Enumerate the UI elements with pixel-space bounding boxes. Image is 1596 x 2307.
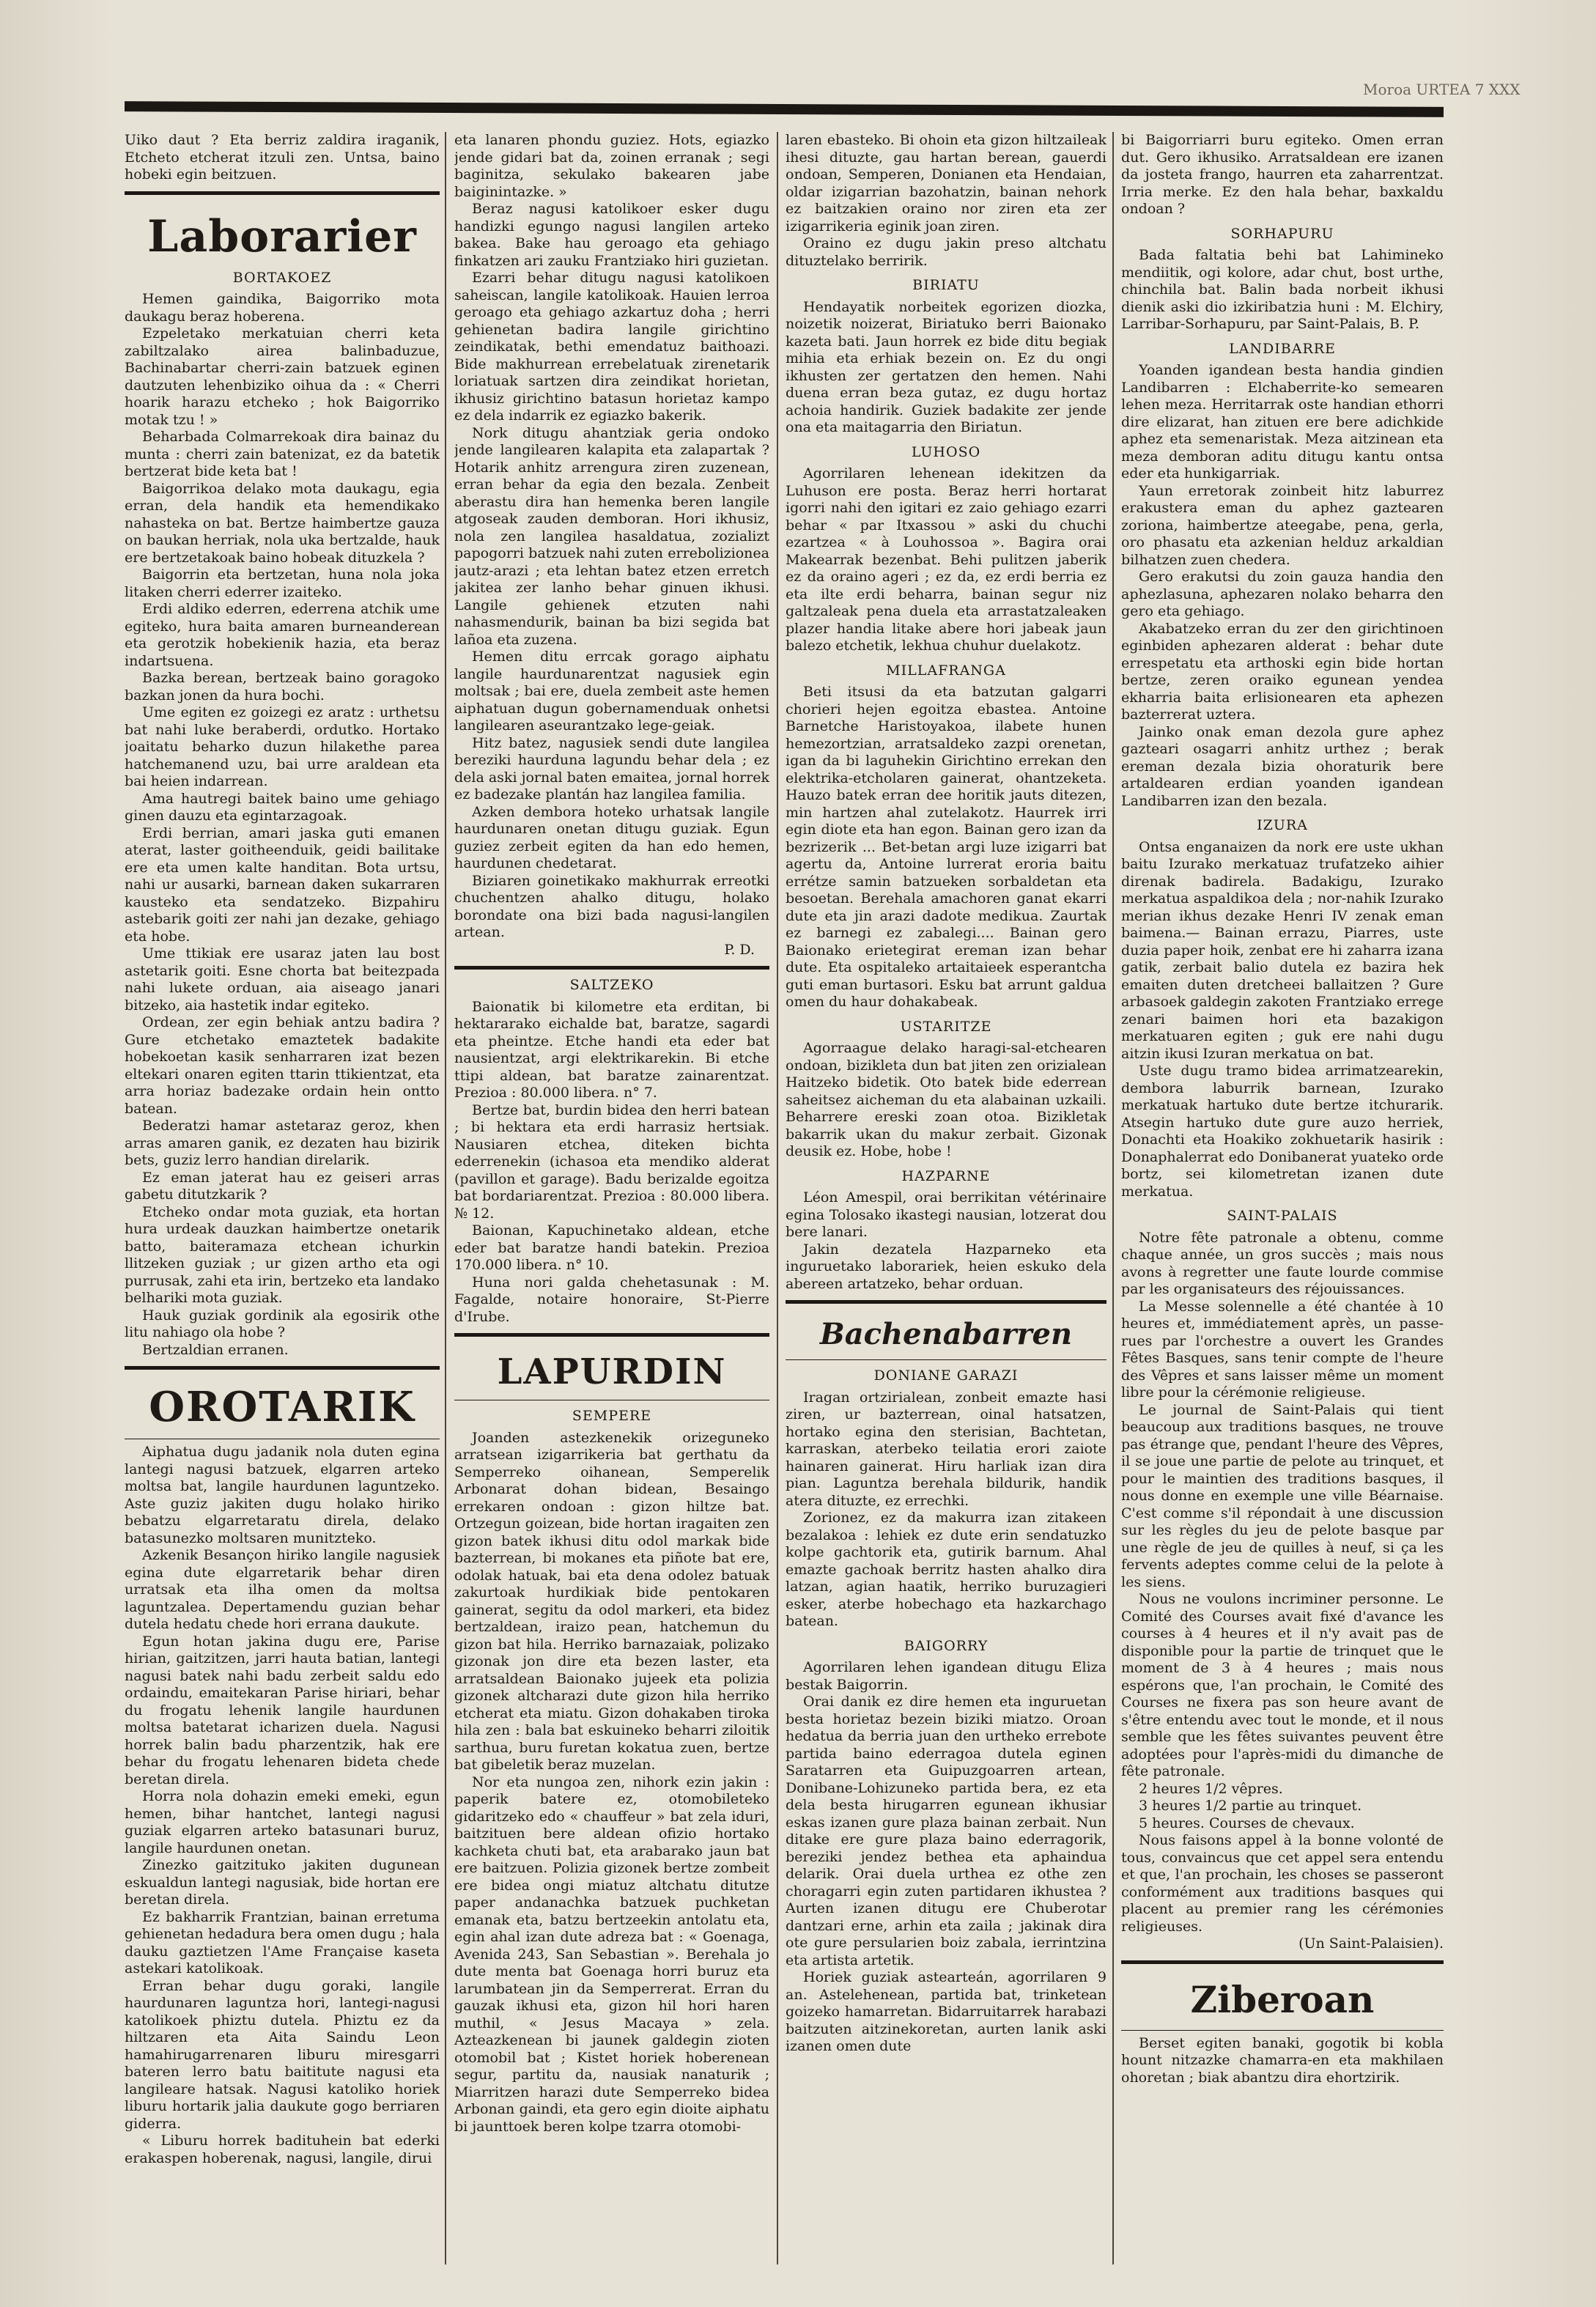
paragraph: Hemen gaindika, Baigorriko mota daukagu beraz hoberena. (125, 291, 440, 325)
paragraph: Ume egiten ez goizegi ez aratz : urthetsu bat nahi luke beraberdi, ordutko. Hortako joaitatu beharko duzun hilakethe parea hatchemanend uzu, bai urre araldean eta bai heien indarrean. (125, 704, 440, 789)
paragraph: laren ebasteko. Bi ohoin eta gizon hiltzaileak ihesi dituzte, gau hartan berean, gauerdi ondoan, Semperen, Donianen eta Hendaian, oldar izigarrian bazohatzin, bainan nehork ez baitzakien oraino nor ziren eta zer izigarrikeria eginik joan ziren. (786, 132, 1107, 235)
right-margin-shadow (1449, 0, 1596, 2307)
subheading-izura: IZURA (1257, 817, 1308, 833)
paragraph: Yaun erretorak zoinbeit hitz laburrez erakustera eman du aphez gaztearen zoriona, haimbertze ateegabe, pena, gerla, oro phasatu eta azkenian helduz arkaldian bilhatzen zuen chedera. (1121, 482, 1444, 568)
paragraph: Jakin dezatela Hazparneko eta inguruetako laborariek, heien eskuko dela abereen artatzeko, behar orduan. (786, 1241, 1107, 1292)
paragraph: Nor eta nungoa zen, nihork ezin jakin : paperik batere ez, otomobileteko gidaritzeko edo « chauffeur » bat zela iduri, baitzituen bere aldean ofizio hortako kachketa chuti bat, eta arabarako jaun bat ere baitzuen. Polizia gizonek bertze zombeit ere bidea ongi miatuz altchatu ditutze paper andanachka batzuek puchketan emanak eta, batzu bertzeekin antolatu eta, egin ahal izan dute adreza bat : « Goenaga, Avenida 243, San Sebastian ». Berehala jo dute menta bat Goenaga horri buruz eta larumbatean jin da Semperrerat. Erran du gauzak ikhusi eta, gizon hil hori haren muthil, « Jesus Macaya » zela. Azteazkenean bi jaunek galdegin zioten otomobil bat ; Kistet horiek hoberenean segur, partitu da, nausiak nanaturik ; Miarritzen harazi dute Semperreko bidea Arbonan gaindi, eta gero egin dioite aiphatu bi jaunttoek beren kolpe tzarra otomobi- (454, 1773, 769, 2135)
paragraph: Ordean, zer egin behiak antzu badira ? Gure etchetako emaztetek badakite hobekoetan kasik senharraren izat bezen eltekari onaren egiten ttarin ttikientzat, eta arra horiaz badezake ordain hein ontto batean. (125, 1014, 440, 1117)
subheading-doniane-garazi: DONIANE GARAZI (873, 1367, 1019, 1384)
paragraph: Orai danik ez dire hemen eta inguruetan besta horietaz bezein biziki miatzo. Oroan hedatua da berria juan den urtheko errebote partida baino ederragoa dutela eginen Saratarren eta Guipuzgoarren artean, Donibane-Lohizuneko partida bera, ez eta dela besta hirugarren egunean ikhusiar eskas izanen gure plaza bainan zerbait. Nun ditake ere gure plaza baino ederragorik, bereziki jendez bethea eta aphaindua delarik. Orai duela urthea ez othe zen choragarri egin zuten partidaren ikhustea ? Aurten izanen ditugu ere Chuberotar dantzari erne, arhin eta zaila ; jakinak dira ote gure persularien boiz zabala, ierrintzina eta artista artetik. (786, 1694, 1107, 1968)
paragraph: Baigorrin eta bertzetan, huna nola joka litaken cherri ederrer izaiteko. (125, 566, 440, 600)
subheading-millafranga: MILLAFRANGA (886, 662, 1006, 679)
paragraph: Zorionez, ez da makurra izan zitakeen bezalakoa : lehiek ez dute erin sendatuzko kolpe gachtorik eta, gutirik barnum. Ahal emazte gachoak berritz hasten ahalko dira latzan, agian haatik, herriko buruzagieri esker, aterbe hobechago eta hazkarchago batean. (786, 1510, 1107, 1629)
paragraph: Jainko onak eman dezola gure aphez gazteari osagarri anhitz urthez ; berak ereman dezala bizia ohoraturik bere artaldearen erdian yoanden igandean Landibarren izan den bezala. (1121, 723, 1444, 809)
paragraph: bi Baigorriarri buru egiteko. Omen erran dut. Gero ikhusiko. Arratsaldean ere izanen da josteta frango, haurren eta zaharrentzat. Irria merke. Ez den hala behar, baxkaldu ondoan ? (1121, 132, 1444, 217)
paragraph: Berset egiten banaki, gogotik bi kobla hount nitzazke chamarra-en eta makhilaen ohoretan ; biak abantzu dira ehortzirik. (1121, 2034, 1444, 2086)
column-divider (445, 132, 446, 2264)
paragraph: Ontsa enganaizen da nork ere uste ukhan baitu Izurako merkatuaz trufatzeko aihier direnak badirela. Badakigu, Izurako merkatua aspaldikoa dela ; nor-nahik Izurako merian ikhus dezake Henri IV zenak eman baimena.— Bainan errazu, Piarres, uste duzia paper hoik, zenbat ere hi zaharra izana gatik, zerbait balio dutela ez bazira hek emaiten duten dretcheei ballaitzen ? Gure arbasoek galdegin zakoten Frantziako errege zenari baimen hori eta bazakigon merkatuaren egiten ; guk ere nahi dugu aitzin ikusi Izuran merkatua on bat. (1121, 838, 1444, 1062)
paragraph: Azkenik Besançon hiriko langile nagusiek egina dute elgarretarik behar diren urratsak eta ilha omen da moltsa laguntzalea. Depertamendu guzian behar dutela hedatu chede hori errana daukute. (125, 1547, 440, 1632)
paragraph: Erdi berrian, amari jaska guti emanen aterat, laster goitheenduik, geidi bailitake ere eta umen kalte handitan. Bota urtsu, nahi ur ausarki, barnean daken sukarraren kausteko eta sendatzeko. Bizpahiru astebarik goiti zer nahi jan dezake, gehiago eta hobe. (125, 824, 440, 945)
paragraph: Hitz batez, nagusiek sendi dute langilea bereziki haurduna lagundu behar dela ; ez dela aski jornal baten emaitea, jornal horrek ez badezake plantán haz langilea familia. (454, 734, 769, 802)
schedule-line: 5 heures. Courses de chevaux. (1139, 1815, 1355, 1831)
section-rule (454, 1333, 769, 1337)
paragraph: Oraino ez dugu jakin preso altchatu dituztelako berririk. (786, 235, 1107, 269)
paragraph: Erdi aldiko ederren, ederrena atchik ume egiteko, hura baita amaren burneanderean eta gerotzik hobekienik hazia, eta beraz indartsuena. (125, 601, 440, 669)
masthead-strip: Moroa URTEA 7 XXX (1363, 81, 1521, 98)
subheading-bortakoez: BORTAKOEZ (232, 269, 332, 286)
paragraph: Bederatzi hamar astetaraz geroz, khen arras amaren ganik, ez dezaten hau bizirik bets, guziz lerro handian direlarik. (125, 1118, 440, 1168)
paragraph: Ez bakharrik Frantzian, bainan erretuma gehienetan hedadura bera omen dugu ; hala dauku gaztietzen l'Ame Française kaseta astekari katolikoak. (125, 1908, 440, 1976)
paragraph: Bazka berean, bertzeak baino goragoko bazkan jonen da hura bochi. (125, 670, 440, 704)
section-rule (786, 1300, 1107, 1304)
paragraph: Nous faisons appel à la bonne volonté de tous, convaincus que cet appel sera entendu et que, l'an prochain, les choses se passeront conformément aux traditions basques qui placent au premier rang les cérémonies religieuses. (1121, 1832, 1444, 1935)
subheading-saltzeko: SALTZEKO (569, 977, 654, 993)
column-divider (777, 132, 778, 2264)
paragraph: Notre fête patronale a obtenu, comme chaque année, un gros succès ; mais nous avons à regretter une faute lourde commise par les organisateurs des réjouissances. (1121, 1229, 1444, 1297)
intro-text: Uiko daut ? Eta berriz zaldira iraganik, Etcheto etcherat itzuli zen. Untsa, baino hobeki egin beitzuen. (125, 132, 440, 182)
subheading-luhoso: LUHOSO (911, 443, 981, 460)
paragraph: Akabatzeko erran du zer den girichtinoen eginbiden aphezaren alderat : behar dute errespetatu eta arthoski egin bide hortan bertze, zeren oraiko egunean yendea ekharria baita erlisionearen eta aphezen bazterrerat uztera. (1121, 620, 1444, 723)
contact-note: Huna nori galda chehetasunak : M. Fagalde, notaire honoraire, St-Pierre d'Irube. (454, 1274, 769, 1325)
section-rule (454, 966, 769, 970)
paragraph: La Messe solennelle a été chantée à 10 heures et, immédiatement après, un passe-rues par l'orchestre a ouvert les Grandes Fêtes Basques, sans tenir compte de l'heure des Vêpres et sans laisser même un moment libre pour la cérémonie religieuse. (1121, 1298, 1444, 1400)
column-2 (454, 132, 769, 2279)
paragraph: Egun hotan jakina dugu ere, Parise hirian, gaitzitzen, jarri hauta batian, lantegi nagusi batek nahi badu zerbeit saldu edo ordaindu, emaitekaran Parise hiriari, behar du frogatu lehenik langile haurdunen moltsa batetarat icharizen duela. Nagusi horrek balin badu pharzentzik, hak ere behar du frogatu lehenaren bideta chede beretan direla. (125, 1633, 440, 1787)
section-rule (786, 1359, 1107, 1360)
section-heading-bachenabarren: Bachenabarren (819, 1317, 1073, 1351)
author-signature: P. D. (724, 941, 755, 958)
paragraph: Horiek guziak astearteán, agorrilaren 9 an. Astelehenean, partida bat, trinketean goizeko hamarretan. Bidarruitarrek harabazi baitzuten aitzinekoretan, aurten lanik aski izanen omen dute (786, 1969, 1107, 2054)
paragraph: Agorrilaren lehen igandean ditugu Eliza bestak Baigorrin. (786, 1659, 1107, 1693)
paragraph: Ume ttikiak ere usaraz jaten lau bost astetarik goiti. Esne chorta bat beitezpada nahi lukete orduan, aia aiseago janari bitzeko, aia hastetik indar egiteko. (125, 945, 440, 1014)
subheading-baigorry: BAIGORRY (904, 1637, 989, 1654)
paragraph: Ezarri behar ditugu nagusi katolikoen saheiscan, langile katolikoak. Hauien lerroa geroago eta gehiago azkartuz doha ; herri gehienetan badira langile girichtino zeindikatak, bethi emendatuz baithoazi. Bide makhurrean errebelatuak zirenetarik loriatuak sartzen dira zeindikat horietan, ikhusiz girichtino batasun horietaz kampo ez dela indarrik ez egiazko bakerik. (454, 270, 769, 424)
paragraph: « Liburu horrek badituhein bat ederki erakaspen hoberenak, nagusi, langile, dirui (125, 2133, 440, 2166)
schedule-line: 3 heures 1/2 partie au trinquet. (1139, 1798, 1362, 1814)
paragraph: Zinezko gaitzituko jakiten dugunean eskualdun lantegi nagusiak, bide hortan ere beretan direla. (125, 1857, 440, 1908)
section-rule (1121, 2030, 1444, 2031)
column-4 (1121, 132, 1444, 2279)
subheading-sempere: SEMPERE (572, 1408, 652, 1424)
section-heading-orotarik: OROTARIK (149, 1383, 415, 1431)
subheading-saint-palais: SAINT-PALAIS (1227, 1208, 1338, 1224)
subheading-biriatu: BIRIATU (912, 277, 980, 293)
paragraph: Yoanden igandean besta handia gindien Landibarren : Elchaberrite-ko semearen lehen meza. Herritarrak oste handian ethorri dire elizarat, han zituen ere bere adichkide aphez eta semenaristak. Meza aitzinean eta meza demboran aditu ditugu kantu ontsa eder eta hunkigarriak. (1121, 362, 1444, 481)
paragraph: Iragan ortzirialean, zonbeit emazte hasi ziren, ur bazterrean, oinal hatsatzen, hortako egina den sterisian, Bachtetan, karraskan, aterbeko teilatia erori zaiote hainaren gainerat. Hiru harliak izan dira pian. Laguntza berehala bildurik, handik atera dituzte, ez errechki. (786, 1389, 1107, 1509)
paragraph: Horra nola dohazin emeki emeki, egun hemen, bihar hantchet, lantegi nagusi guziak elgarren arteko batasunari buruz, langile haurdunen onetan. (125, 1788, 440, 1856)
paragraph: eta lanaren phondu guziez. Hots, egiazko jende gidari bat da, zoinen erranak ; segi baginitza, sekulako bakearen jabe baiginintazke. » (454, 132, 769, 200)
paragraph: Gero erakutsi du zoin gauza handia den aphezlasuna, aphezaren nolako beharra den gero eta gehiago. (1121, 569, 1444, 619)
paragraph: Bertze bat, burdin bidea den herri batean ; bi hektara eta erdi harrasiz hertsiak. Nausiaren etchea, diteken bichta ederrenekin (ichasoa eta mendiko alderat (pavillon et garage). Badu berizalde egoitza bat bordariarentzat. Prezioa : 80.000 libera. № 12. (454, 1101, 769, 1222)
column-divider (1112, 132, 1114, 2264)
section-heading-ziberoan: Ziberoan (1190, 1977, 1375, 2021)
paragraph: Bada faltatia behi bat Lahimineko mendiitik, ogi kolore, adar chut, bost urthe, chinchila bat. Balin bada norbeit ikhusi dienik aski dio izkiribatzia huni : M. Elchiry, Larribar-Sorhapuru, par Saint-Palais, B. P. (1121, 247, 1444, 332)
paragraph: Erran behar dugu goraki, langile haurdunaren laguntza hori, lantegi-nagusi katolikoek phiztu dutela. Phiztu ez da hiltzaren eta Aita Saindu Leon hamahirugarrenaren liburu miresgarri bateren lerro batu baititute nagusi eta langileare hatsak. Nagusi katoliko horiek liburu hortarik jalia daukute gogo berriaren giderra. (125, 1977, 440, 2132)
paragraph: Hemen ditu errcak gorago aiphatu langile haurdunarentzat nagusiek egin moltsak ; bai ere, duela zembeit aste hemen aiphatuan dugun gobernamenduak onhetsi langilearen aseurantzako lege-geiak. (454, 649, 769, 734)
paragraph: Baigorrikoa delako mota daukagu, egia erran, dela handik eta hemendikako nahasteka on bat. Bertze haimbertze gauza on baukan herriak, nola uka bertzalde, hauk ere bertzetakoak baino hobeak dituzkela ? (125, 480, 440, 566)
paragraph: Beharbada Colmarrekoak dira bainaz du munta : cherri zain batenizat, ez da batetik bertzerat bide keta bat ! (125, 429, 440, 479)
paragraph: Nork ditugu ahantziak geria ondoko jende langilearen kalapita eta zalapartak ? Hotarik anhitz arrengura ziren zuzenean, erran behar da egia den bezala. Zenbeit aberastu dira han hemenka beren langile atgoseak zauden demboran. Hori ikhusiz, nola zen langilea hasaldatua, zozializt papogorri batzuek nahi zuten errebolizionea jautz-arazi ; eta lehtan batez etzen erretch jakitea zer lanho behar ginuen ikhusi. Langile gehienek etzuten nahi nahasmendurik, bainan ba bizi segida bat lañoa eta zuzena. (454, 424, 769, 648)
paragraph: Joanden astezkenekik orizeguneko arratsean izigarrikeria bat gerthatu da Semperreko oihanean, Semperelik Arbonarat dohan bidean, Besaingo errekaren ondoan : gizon hiltze bat. Ortzegun goizean, bide hortan iragaiten zen gizon batek ikhusi ditu odol markak bide bazterrean, bi mokanes eta piñote bat ere, odolak hatuak, bai eta dena odolez batuak zakurtoak hurdikiak bide pentokaren gainerat, segitu da odol markeri, eta bidez bertzaldean, iraizo pean, hatchemun du gizon bat hila. Herriko barnazaiak, polizako gizonak jon dire eta bezen laster, eta arratsaldean Baionako jujeek eta polizia gizonek altcharazi dute gizon hila herriko etcherat eta miatu. Gizon dohakaben tiroka hila zen : bala bat eskuineko beharri ziloitik sarthua, buru furetan kokatua zuen, bertze bat gibeletik beraz muzelan. (454, 1429, 769, 1773)
paragraph: Beti itsusi da eta batzutan galgarri chorieri hejen egoitza ebastea. Antoine Barnetche Haristoyakoa, ilabete hunen hemezortzian, arratsaldeko zazpi orenetan, igan da bi laguhekin Girichtino errekan den elektrika-etcholaren gainerat, ohantzeketa. Hauzo batek erran dee horitik jauts ditezen, min hartzen ahal zutelakotz. Haurrek irri egin diote eta han egon. Bainan gero izan da bezrizerik ... Bet-betan argi luze izigarri bat agertu da, Antoine lurrerat eroria baitu errétze samin batzueken sorbaldetan eta besoetan. Berehala amachoren ganat ekarri dute eta jin arazi dadote medikua. Zaurtak ez barnegi ez zabalegi.... Bainan gero Baionako erietegirat ereman izan behar dute. Eta ospitaleko artaitaieek esperantcha guti eman burtasori. Esku bat arrunt galdua omen du haur dohakabeak. (786, 684, 1107, 1010)
subheading-sorhapuru: SORHAPURU (1230, 225, 1334, 242)
paragraph: Hendayatik norbeitek egorizen diozka, noizetik noizerat, Biriatuko berri Baionako kazeta bati. Jaun horrek ez bide ditu begiak mihia eta erhiak bezein on. Ez du ongi ikhusten zer gertatzen den hemen. Nahi duena erran beza gutaz, ez dugu hortaz achoia handirik. Guziek badakite zer jende ona eta maitagarria den Biriatun. (786, 298, 1107, 435)
paragraph: Agorraague delako haragi-sal-etchearen ondoan, bizikleta dun bat jiten zen orizialean Haitzeko bidetik. Oto batek bide ederrean saheitsez aicheman du eta alabainan uzkaili. Beharrere ereski zoan otoa. Bizikletak bakarrik ukan du makur zerbait. Gizonak deusik ez. Hobe, hobe ! (786, 1040, 1107, 1159)
paragraph: Léon Amespil, orai berrikitan vétérinaire egina Tolosako ikastegi nausian, lotzerat dou bere lanari. (786, 1189, 1107, 1240)
paragraph: Etcheko ondar mota guziak, eta hortan hura urdeak dauzkan haimbertze onetarik batto, baiteramaza etchean ichurkin llitzeken guziak ; ur gizen artho eta ogi purrusak, zahi eta irin, bertzeko eta landako belhariki mota guziak. (125, 1203, 440, 1306)
paragraph: Uste dugu tramo bidea arrimatzearekin, dembora laburrik barnean, Izurako merkatuak hartuko dute bertze itchurarik. Atsegin hartuko dute gure auzo herriek, Donachti eta Hoakiko zokhuetarik hasirik : Donaphalerrat edo Donibanerat yuateko orde bortz, sei kilometretan izanen dute merkatua. (1121, 1063, 1444, 1200)
paragraph: Hauk guziak gordinik ala egosirik othe litu nahiago ola hobe ? (125, 1307, 440, 1340)
left-margin-shadow (0, 0, 117, 2307)
subheading-landibarre: LANDIBARRE (1229, 340, 1336, 357)
paragraph: Beraz nagusi katolikoer esker dugu handizki egungo nagusi langilen arteko bakea. Bake hau geroago eta gehiago finkatzen ari zauku Frantziako hiri guzietan. (454, 201, 769, 269)
subheading-ustaritze: USTARITZE (900, 1018, 992, 1035)
paragraph: Azken dembora hoteko urhatsak langile haurdunaren onetan ditugu guziak. Egun guziez zerbeit egiten da han edo hemen, haurdunen chedetarat. (454, 803, 769, 871)
section-rule (1121, 1960, 1444, 1964)
subheading-hazparne: HAZPARNE (901, 1167, 991, 1184)
schedule-line: 2 heures 1/2 vêpres. (1139, 1780, 1283, 1797)
top-rule (125, 101, 1444, 117)
author-signature: (Un Saint-Palaisien). (1298, 1935, 1444, 1952)
paragraph: Baionatik bi kilometre eta erditan, bi hektararako eichalde bat, baratze, sagardi eta pheintze. Etche handi eta eder bat nausientzat, argi elektrikarekin. Bi etche ttipi aldean, bat baratze zainarentzat. Prezioa : 80.000 libera. n° 7. (454, 998, 769, 1101)
paragraph: Ez eman jaterat hau ez geiseri arras gabetu ditutzkarik ? (125, 1169, 440, 1203)
paragraph: Bertzaldian erranen. (142, 1341, 289, 1358)
section-rule (125, 191, 440, 195)
paragraph: Baionan, Kapuchinetako aldean, etche eder bat baratze handi batekin. Prezioa 170.000 libera. n° 10. (454, 1222, 769, 1273)
section-heading-laborarier: Laborarier (147, 210, 417, 262)
paragraph: Nous ne voulons incriminer personne. Le Comité des Courses avait fixé d'avance les courses à 4 heures et il n'y avait pas de disponible pour la partie de trinquet que le moment de 3 à 4 heures ; mais nous espérons que, l'an prochain, le Comité des Courses ne fixera pas son heure avant de s'être entendu avec tout le monde, et il nous semble que les fêtes suivantes peuvent être adoptées pour l'après-midi du dimanche de fête patronale. (1121, 1591, 1444, 1779)
section-heading-lapurdin: LAPURDIN (497, 1351, 727, 1392)
column-3 (786, 132, 1107, 2279)
paragraph: Biziaren goinetikako makhurrak erreotki chuchentzen ahalko ditugu, holako borondate ona bizi bada nagusi-langilen artean. (454, 872, 769, 940)
column-1 (125, 132, 440, 2279)
paragraph: Le journal de Saint-Palais qui tient beaucoup aux traditions basques, ne trouve pas étrange que, pendant l'heure des Vêpres, il se joue une partie de pelote au trinquet, et pour le maintien des traditions basques, il nous donne en exemple une ville Béarnaise. C'est comme s'il répondait à une discussion sur les règles du jeu de pelote basque par une règle de jeu de quilles à neuf, si ça les fervents adeptes comme celui de la pelote à les siens. (1121, 1401, 1444, 1590)
paragraph: Ezpeletako merkatuian cherri keta zabiltzalako airea balinbaduzue, Bachinabartar cherri-zain batzuek eginen dautzuten lehenbiziko oihua da : « Cherri hoarik harazu etcheko ; hok Baigorriko motak tzu ! » (125, 325, 440, 428)
paragraph: Aiphatua dugu jadanik nola duten egina lantegi nagusi batzuek, elgarren arteko moltsa bat, langile haurdunen laguntzeko. Aste guziz jakiten dugu holako hiriko bebatzu elgarretaratu direla, delako batasunezko moltsaren munitzteko. (125, 1444, 440, 1546)
paragraph: Agorrilaren lehenean idekitzen da Luhuson ere posta. Beraz herri hortarat igorri nahi den igitari ez zaio gehiago ezarri behar « par Itxassou » aski du chuchi ezartzea « à Louhossoa ». Bagira orai Makearrak bezenbat. Behi pulitzen jaberik ez da oraino ageri ; ez da, ez erdi berria ez eta ilte erdi beharra, bainan segur niz galtzaleak pena duela eta arrastatzaleaken plazer handia litake abere hori jabeak jaun balezo etchetik, lekhua chuhur duelakotz. (786, 465, 1107, 654)
section-rule (125, 1366, 440, 1370)
paragraph: Ama hautregi baitek baino ume gehiago ginen dauzu eta egintarzagoak. (125, 790, 440, 824)
